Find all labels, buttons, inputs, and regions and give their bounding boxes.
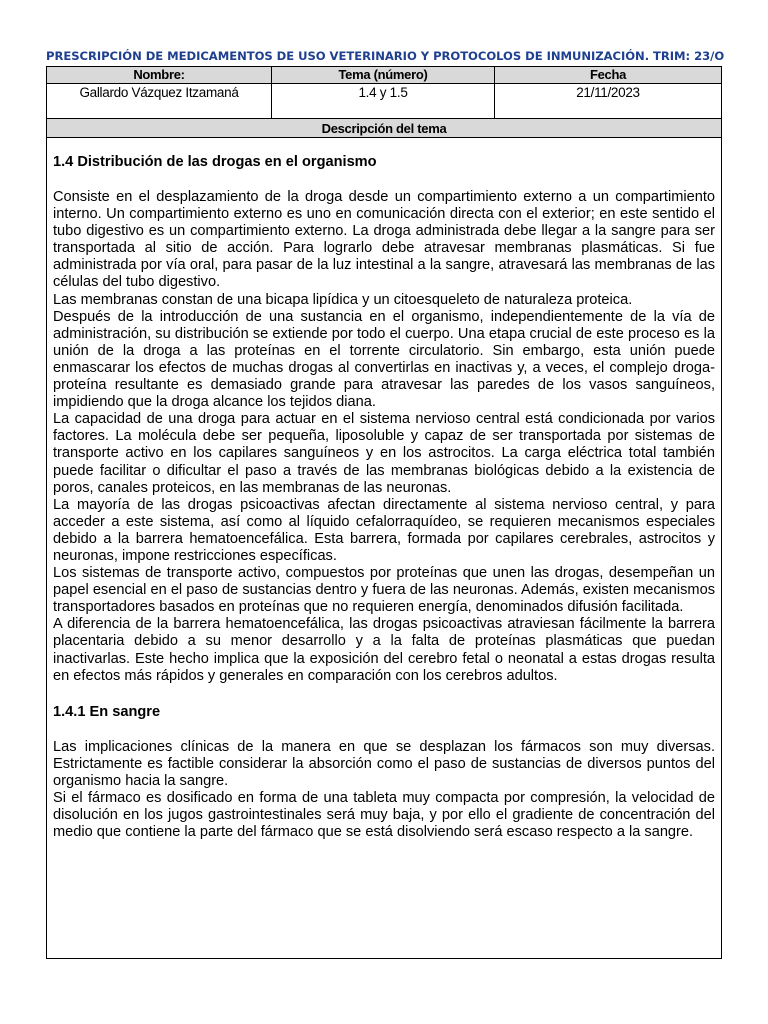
paragraph: Después de la introducción de una sustancia en el organismo, independientemente de la vía de administración, su distribución se extiende por todo el cuerpo. Una etapa crucial de este proceso es la unión de la droga a las proteínas en el torrente circulatorio. Sin embargo, esta unión puede enmascarar los efectos de muchas drogas al convertirlas en inactivas y, a veces, el complejo droga-proteína resultante es demasiado grande para atravesar las paredes de los vasos sanguíneos, impidiendo que la droga alcance los tejidos diana. xyxy=(53,308,715,411)
description-content xyxy=(47,153,721,841)
date-label: Fecha xyxy=(589,67,627,82)
document-table xyxy=(46,66,722,959)
topic-value: 1.4 y 1.5 xyxy=(272,84,495,118)
paragraph: A diferencia de la barrera hematoencefálica, las drogas psicoactivas atraviesan fácilmente la barrera placentaria debido a su menor desarrollo y a la falta de proteínas plasmáticas que puedan inactivarlas. Este hecho implica que la exposición del cerebro fetal o neonatal a estas drogas resulta en efectos más rápidos y generales en comparación con los cerebros adultos. xyxy=(53,616,715,684)
name-label: Nombre: xyxy=(47,67,272,83)
paragraph: Si el fármaco es dosificado en forma de una tableta muy compacta por compresión, la velocidad de disolución en los jugos gastrointestinales será muy baja, y por ello el gradiente de concentración del medio que contiene la parte del fármaco que se está disolviendo será escaso respecto a la sangre. xyxy=(53,790,715,841)
paragraph: Las implicaciones clínicas de la manera en que se desplazan los fármacos son muy diversas. Estrictamente es factible considerar la absorción como el paso de sustancias de diversos puntos del organismo hacia la sangre. xyxy=(53,738,715,789)
section-body xyxy=(53,189,715,685)
paragraph: La mayoría de las drogas psicoactivas afectan directamente al sistema nervioso central, y para acceder a este sistema, así como al líquido cefalorraquídeo, se requieren mecanismos especiales debido a la barrera hematoencefálica. Esta barrera, formada por capilares cerebrales, astrocitos y neuronas, impone restricciones específicas. xyxy=(53,496,715,564)
subsection-body xyxy=(53,739,715,842)
subsection-title: 1.4.1 En sangre xyxy=(53,703,161,720)
meta-header-row xyxy=(47,67,721,84)
paragraph: Las membranas constan de una bicapa lipídica y un citoesqueleto de naturaleza proteica. xyxy=(53,291,633,308)
description-label: Descripción del tema xyxy=(47,119,721,138)
date-value: 21/11/2023 xyxy=(576,85,640,100)
name-value: Gallardo Vázquez Itzamaná xyxy=(47,84,272,118)
paragraph: Los sistemas de transporte activo, compuestos por proteínas que unen las drogas, desempeñan un papel esencial en el paso de sustancias dentro y fuera de las neuronas. Además, existen mecanismos transportadores basados en proteínas que no requieren energía, denominados difusión facilitada. xyxy=(53,565,715,616)
section-title: 1.4 Distribución de las drogas en el organismo xyxy=(53,154,377,170)
meta-values-row xyxy=(47,84,721,119)
paragraph: Consiste en el desplazamiento de la droga desde un compartimiento externo a un compartimiento interno. Un compartimiento externo es uno en comunicación directa con el exterior; en este sentido el tubo digestivo es un compartimiento externo. La droga administrada debe llegar a la sangre para ser transportada al sitio de acción. Para lograrlo debe atravesar membranas plasmáticas. Si fue administrada por vía oral, para pasar de la luz intestinal a la sangre, atravesará las membranas de las células del tubo digestivo. xyxy=(53,189,715,291)
paragraph: La capacidad de una droga para actuar en el sistema nervioso central está condicionada por varios factores. La molécula debe ser pequeña, liposoluble y capaz de ser transportada por sistemas de transporte activo en los capilares sanguíneos y en los astrocitos. La carga eléctrica total también puede facilitar o dificultar el paso a través de las membranas biológicas debido a la existencia de poros, canales proteicos, en las membranas de las neuronas. xyxy=(53,411,715,496)
topic-label: Tema (número) xyxy=(272,67,495,83)
document-header: PRESCRIPCIÓN DE MEDICAMENTOS DE USO VETERINARIO Y PROTOCOLOS DE INMUNIZACIÓN. TRIM: 23/O xyxy=(46,49,725,63)
